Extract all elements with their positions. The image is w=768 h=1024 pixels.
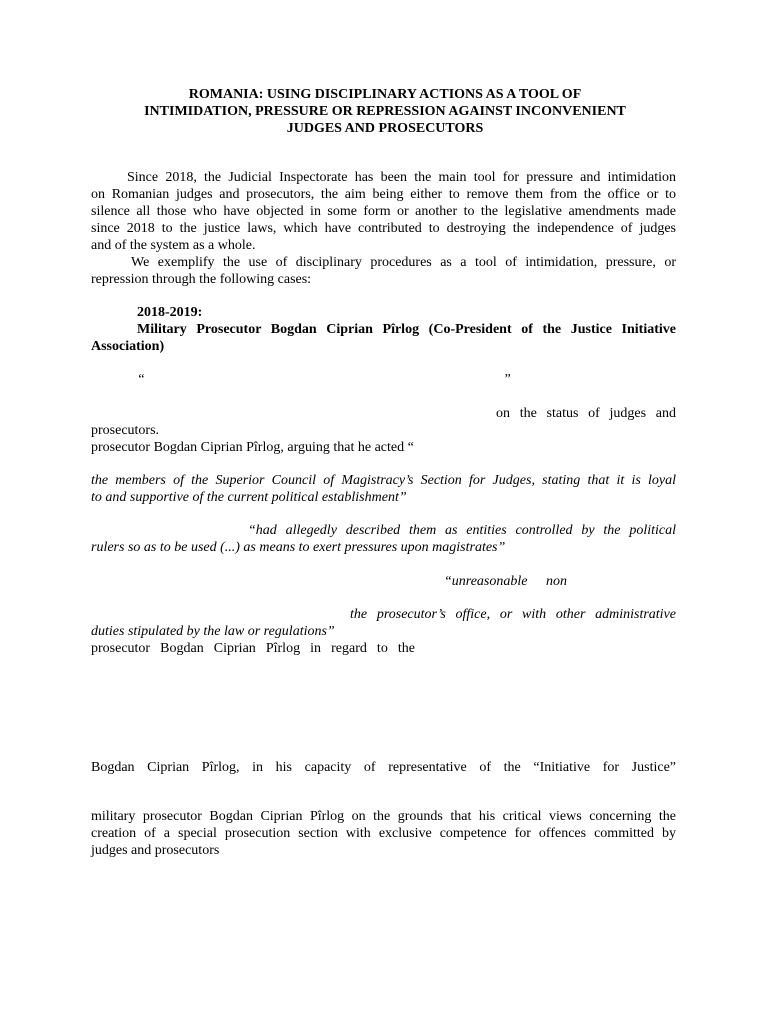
quote-close: ” [503, 372, 511, 387]
office-line-1: the prosecutor’s office, or with other administrative [350, 607, 676, 622]
unreasonable-line: “unreasonable non [444, 574, 567, 589]
case-period: 2018-2019: [137, 305, 203, 320]
alleged-line-2: rulers so as to be used (...) as means to exert pressures upon magistrates” [91, 540, 506, 555]
alleged-line-1: “had allegedly described them as entities controlled by the political [248, 523, 676, 538]
intro-line-6: We exemplify the use of disciplinary procedures as a tool of intimidation, pressure, or [131, 255, 676, 270]
intro-line-1: Since 2018, the Judicial Inspectorate has been the main tool for pressure and intimidation [127, 170, 676, 185]
intro-line-4: since 2018 to the justice laws, which have contributed to destroying the independence of judges [91, 221, 676, 236]
quote-open: “ [137, 372, 145, 387]
doc-title-line-3: JUDGES AND PROSECUTORS [286, 121, 484, 136]
doc-title-line-1: ROMANIA: USING DISCIPLINARY ACTIONS AS A TOOL OF [188, 87, 582, 102]
intro-line-2: on Romanian judges and prosecutors, the aim being either to remove them from the office or to [91, 187, 676, 202]
status-line: on the status of judges and [496, 406, 676, 421]
doc-title-line-2: INTIMIDATION, PRESSURE OR REPRESSION AGAINST INCONVENIENT [144, 104, 626, 119]
intro-line-7: repression through the following cases: [91, 272, 312, 287]
military-line-1: military prosecutor Bogdan Ciprian Pîrlog on the grounds that his critical views concerning the [91, 809, 676, 824]
office-line-2: duties stipulated by the law or regulations” [91, 624, 335, 639]
capacity-line: Bogdan Ciprian Pîrlog, in his capacity of representative of the “Initiative for Justice” [91, 760, 676, 775]
intro-line-5: and of the system as a whole. [91, 238, 256, 253]
military-line-3: judges and prosecutors [91, 843, 220, 858]
members-line-2: to and supportive of the current political establishment” [91, 490, 407, 505]
arguing-line: prosecutor Bogdan Ciprian Pîrlog, arguing that he acted “ [91, 440, 414, 455]
in-regard-line: prosecutor Bogdan Ciprian Pîrlog in regard to the [91, 641, 415, 656]
case-heading-line-2: Association) [91, 339, 165, 354]
prosecutors-line: prosecutors. [91, 423, 160, 438]
intro-line-3: silence all those who have objected in some form or another to the legislative amendments made [91, 204, 676, 219]
case-heading-line-1: Military Prosecutor Bogdan Ciprian Pîrlog (Co-President of the Justice Initiative [137, 322, 676, 337]
members-line-1: the members of the Superior Council of Magistracy’s Section for Judges, stating that it is loyal [91, 473, 676, 488]
military-line-2: creation of a special prosecution section with exclusive competence for offences committed by [91, 826, 676, 841]
